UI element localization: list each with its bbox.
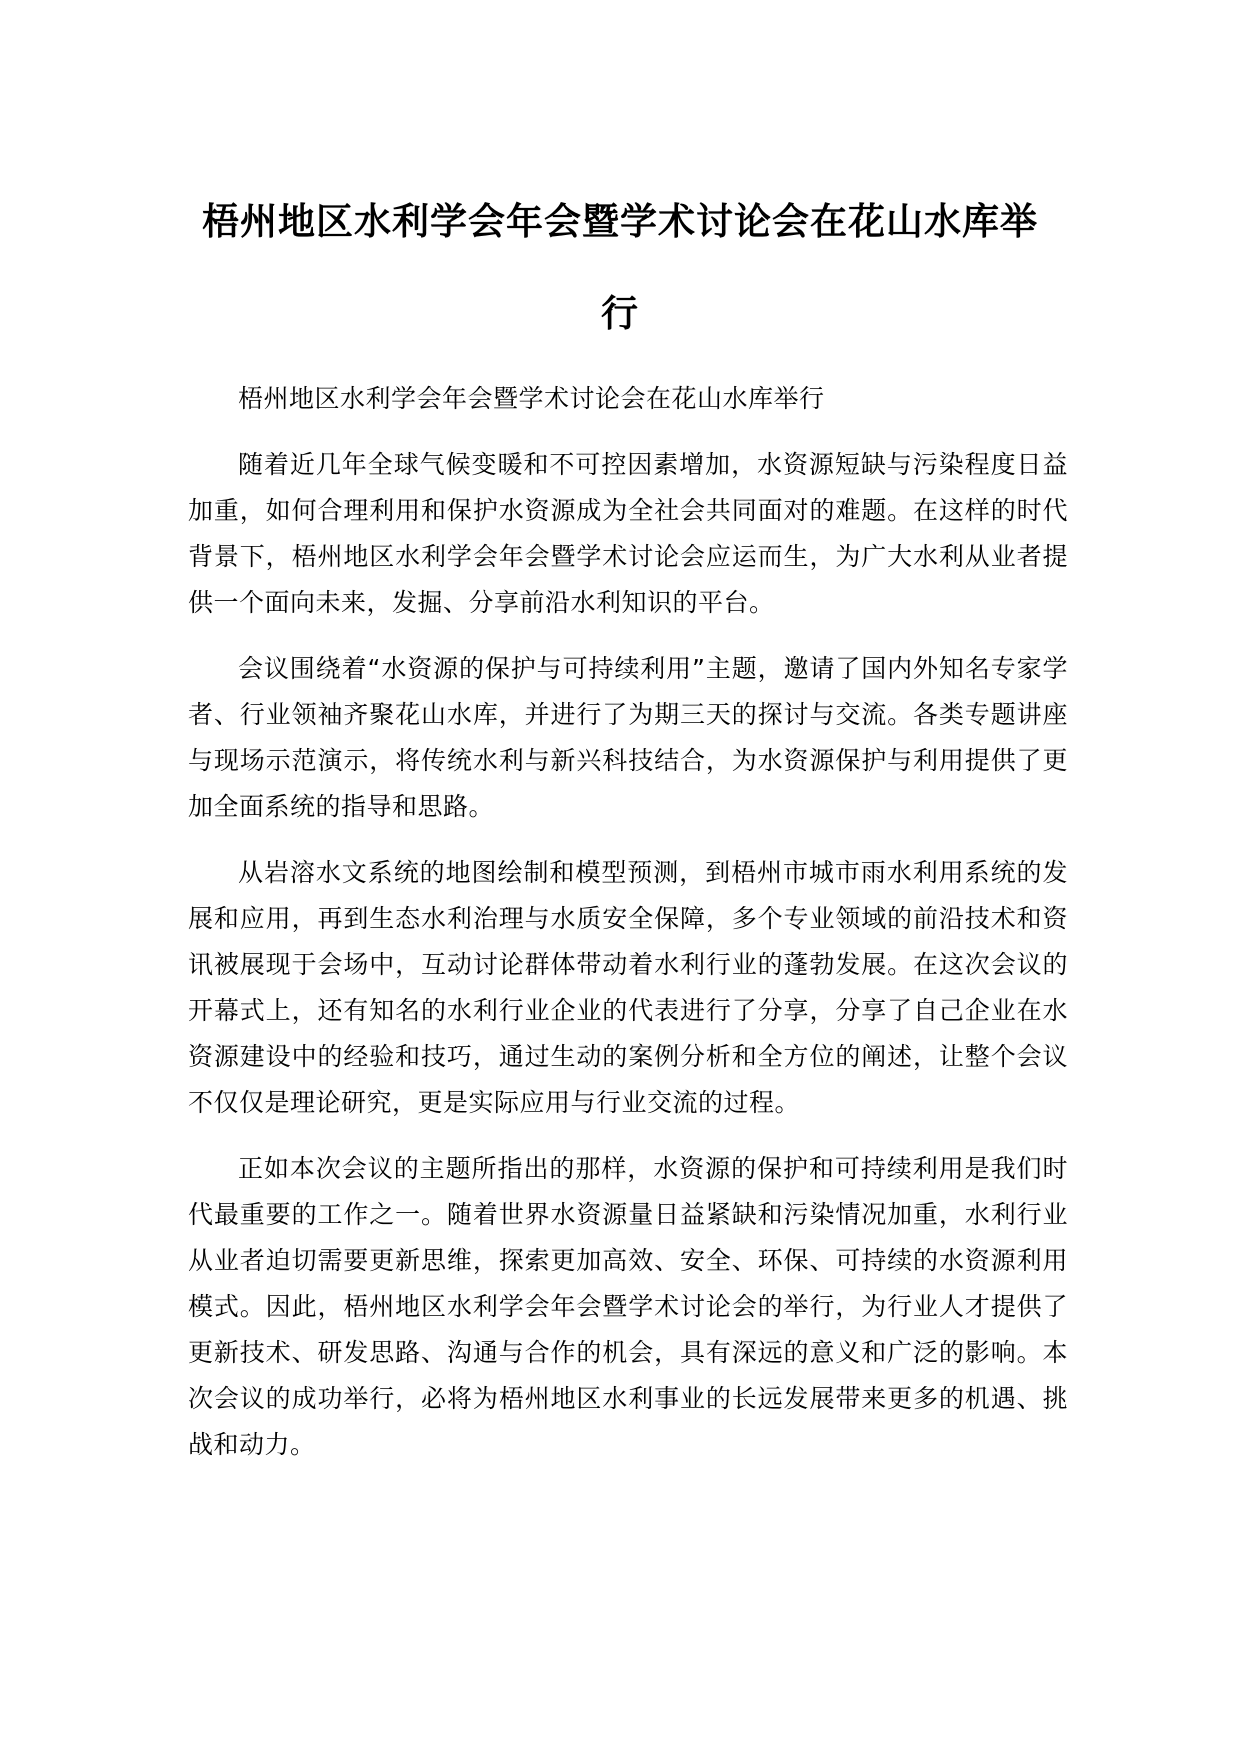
paragraph-subtitle: 梧州地区水利学会年会暨学术讨论会在花山水库举行 — [238, 384, 825, 413]
paragraph-topics: 从岩溶水文系统的地图绘制和模型预测，到梧州市城市雨水利用系统的发展和应用，再到生态水利治理与水质安全保障，多个专业领域的前沿技术和资讯被展现于会场中，互动讨论群体带动着水利行业的蓬勃发展。在这次会议的开幕式上，还有知名的水利行业企业的代表进行了分享，分享了自己企业在水资源建设中的经验和技巧，通过生动的案例分析和全方位的阐述，让整个会议不仅仅是理论研究，更是实际应用与行业交流的过程。 — [188, 858, 1068, 1117]
paragraph-background: 随着近几年全球气候变暖和不可控因素增加，水资源短缺与污染程度日益加重，如何合理利用和保护水资源成为全社会共同面对的难题。在这样的时代背景下，梧州地区水利学会年会暨学术讨论会应运而生，为广大水利从业者提供一个面向未来，发掘、分享前沿水利知识的平台。 — [188, 450, 1068, 617]
document-body — [188, 376, 1068, 1488]
paragraph-theme: 会议围绕着“水资源的保护与可持续利用”主题，邀请了国内外知名专家学者、行业领袖齐聚花山水库，并进行了为期三天的探讨与交流。各类专题讲座与现场示范演示，将传统水利与新兴科技结合，为水资源保护与利用提供了更加全面系统的指导和思路。 — [188, 654, 1068, 821]
paragraph-conclusion: 正如本次会议的主题所指出的那样，水资源的保护和可持续利用是我们时代最重要的工作之一。随着世界水资源量日益紧缺和污染情况加重，水利行业从业者迫切需要更新思维，探索更加高效、安全、环保、可持续的水资源利用模式。因此，梧州地区水利学会年会暨学术讨论会的举行，为行业人才提供了更新技术、研发思路、沟通与合作的机会，具有深远的意义和广泛的影响。本次会议的成功举行，必将为梧州地区水利事业的长远发展带来更多的机遇、挑战和动力。 — [188, 1154, 1068, 1459]
document-title: 梧州地区水利学会年会暨学术讨论会在花山水库举行 — [202, 200, 1038, 335]
